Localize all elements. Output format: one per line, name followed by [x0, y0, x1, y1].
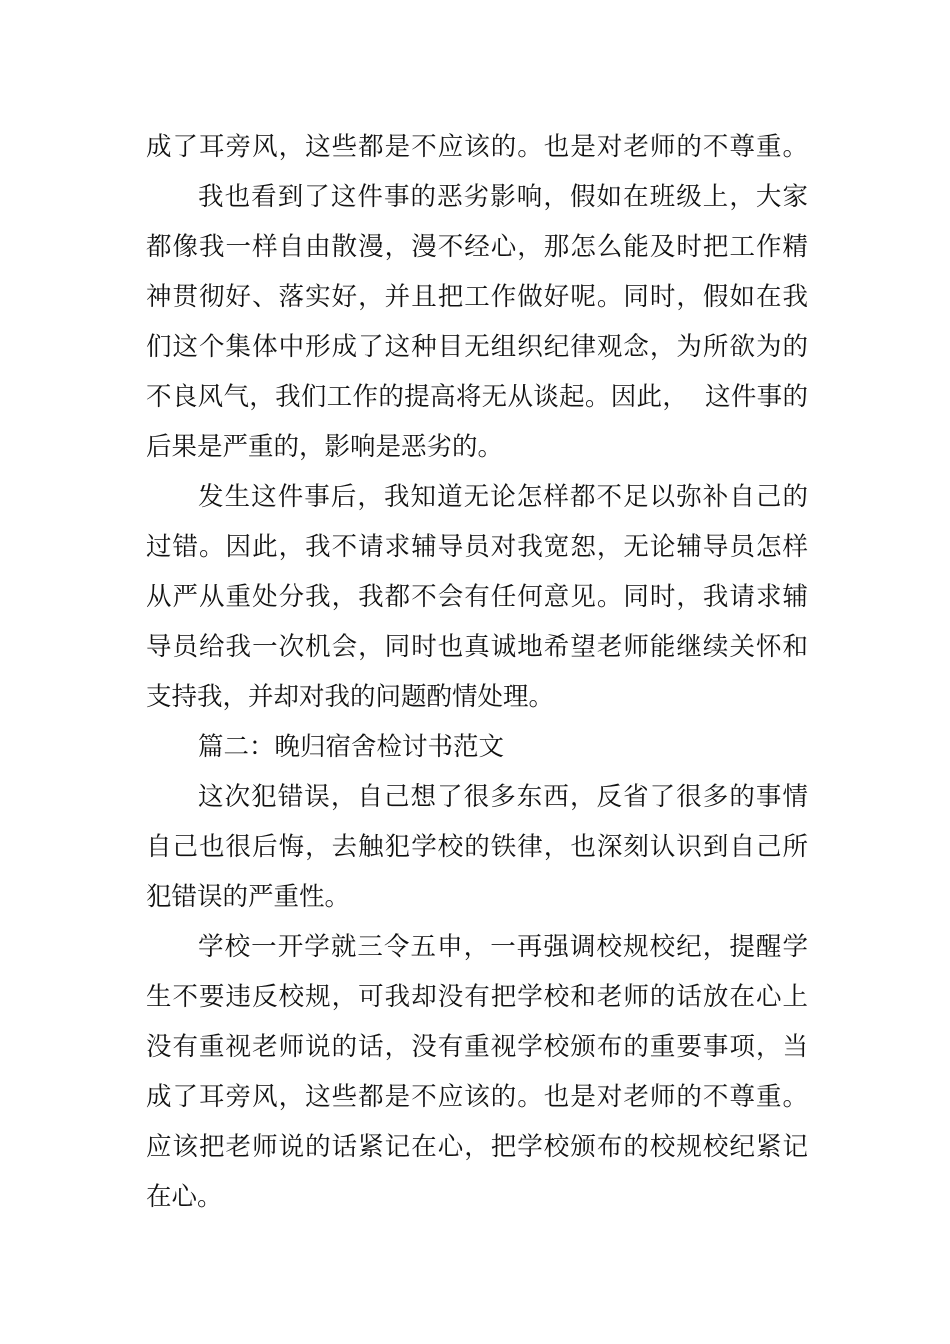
text-line: 们这个集体中形成了这种目无组织纪律观念，为所欲为的	[146, 332, 808, 362]
text-line: 应该把老师说的话紧记在心，把学校颁布的校规校纪紧记	[146, 1132, 808, 1162]
text-line: 不良风气，我们工作的提高将无从谈起。因此， 这件事的	[146, 382, 808, 412]
text-line: 自己也很后悔，去触犯学校的铁律，也深刻认识到自己所	[146, 832, 808, 862]
paragraph-last-line: 在心。	[146, 1182, 223, 1212]
paragraph-last-line: 后果是严重的，影响是恶劣的。	[146, 432, 504, 462]
paragraph-last-line: 犯错误的严重性。	[146, 882, 351, 912]
text-line: 神贯彻好、落实好，并且把工作做好呢。同时，假如在我	[146, 282, 808, 312]
paragraph-first-line: 学校一开学就三令五申，一再强调校规校纪，提醒学	[198, 932, 808, 962]
text-line: 从严从重处分我，我都不会有任何意见。同时，我请求辅	[146, 582, 808, 612]
paragraph-first-line: 这次犯错误，自己想了很多东西，反省了很多的事情	[198, 782, 808, 812]
document-body	[146, 122, 808, 1222]
paragraph-last-line: 支持我，并却对我的问题酌情处理。	[146, 682, 555, 712]
text-line: 没有重视老师说的话，没有重视学校颁布的重要事项，当	[146, 1032, 808, 1062]
text-line: 成了耳旁风，这些都是不应该的。也是对老师的不尊重。	[146, 1082, 808, 1112]
paragraph-first-line: 发生这件事后，我知道无论怎样都不足以弥补自己的	[198, 482, 808, 512]
text-line: 导员给我一次机会，同时也真诚地希望老师能继续关怀和	[146, 632, 808, 662]
paragraph-first-line: 我也看到了这件事的恶劣影响，假如在班级上，大家	[198, 182, 808, 212]
text-line: 过错。因此，我不请求辅导员对我宽恕，无论辅导员怎样	[146, 532, 808, 562]
text-line: 生不要违反校规，可我却没有把学校和老师的话放在心上	[146, 982, 808, 1012]
section-heading: 篇二：晚归宿舍检讨书范文	[198, 732, 505, 762]
text-line: 成了耳旁风，这些都是不应该的。也是对老师的不尊重。	[146, 132, 808, 162]
text-line: 都像我一样自由散漫，漫不经心，那怎么能及时把工作精	[146, 232, 808, 262]
